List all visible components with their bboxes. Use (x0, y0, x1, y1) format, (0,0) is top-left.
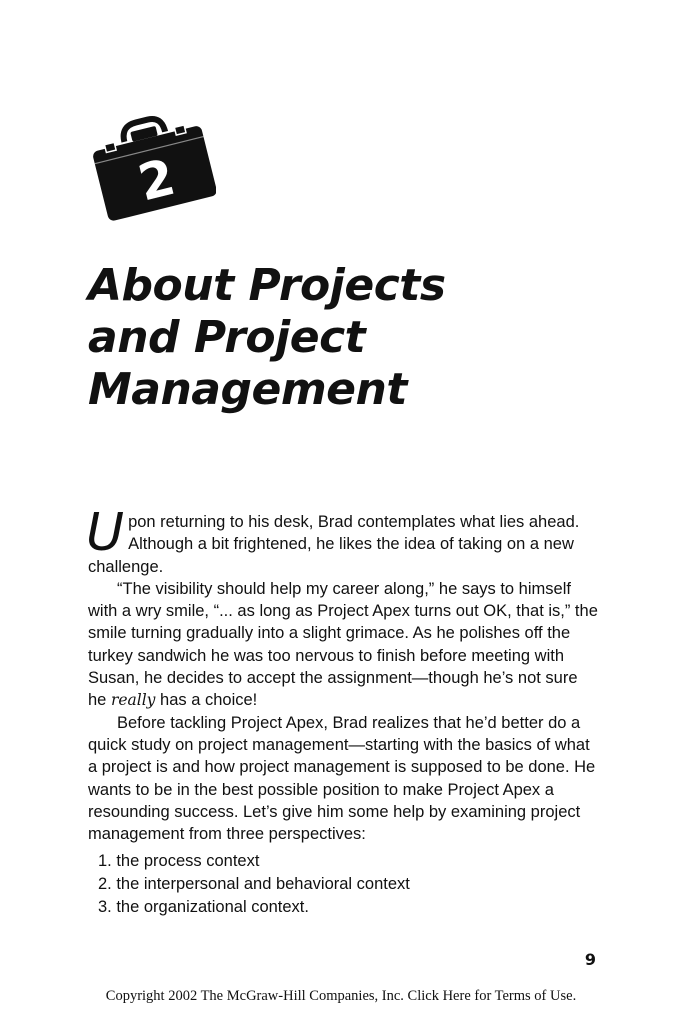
list-item: 2. the interpersonal and behavioral context (98, 875, 410, 894)
briefcase-icon (88, 110, 216, 222)
body-text (86, 503, 598, 919)
perspectives-list (88, 850, 598, 919)
paragraph-2 (88, 578, 598, 712)
paragraph-1 (86, 503, 598, 578)
list-item: 1. the process context (98, 852, 260, 871)
paragraph-1-text: pon returning to his desk, Brad contemplates what lies ahead. Although a bit frightened, he likes the idea of taking on a new challenge. (88, 513, 580, 576)
chapter-number: 2 (132, 147, 181, 213)
list-item: 3. the organizational context. (98, 898, 309, 917)
chapter-title (88, 260, 446, 416)
paragraph-2-text-b: has a choice! (155, 691, 258, 710)
chapter-badge (88, 110, 216, 222)
page-number: 9 (584, 950, 596, 969)
copyright-notice[interactable]: Copyright 2002 The McGraw-Hill Companies, Inc. Click Here for Terms of Use. (105, 988, 577, 1004)
emphasis-really: really (110, 691, 156, 710)
paragraph-2-text-a: “The visibility should help my career along,” he says to himself with a wry smile, “... as long as Project Apex turns out OK, that is,” the smile turning gradually into a slight grimace. As he polishes off the turkey sandwich he was too nervous to finish before meeting with Susan, he decides to accept the assignment—though he’s not sure he (88, 579, 598, 710)
chapter-title-line-3: Management (88, 364, 407, 415)
drop-cap: U (86, 503, 125, 563)
paragraph-3: Before tackling Project Apex, Brad realizes that he’d better do a quick study on project management—starting with the basics of what a project is and how project management is supposed to be done. He wants to be in the best possible position to make Project Apex a resounding success. Let’s give him some help by examining project management from three perspectives: (88, 713, 596, 844)
chapter-title-line-2: and Project (88, 312, 366, 363)
chapter-title-line-1: About Projects (88, 260, 446, 311)
